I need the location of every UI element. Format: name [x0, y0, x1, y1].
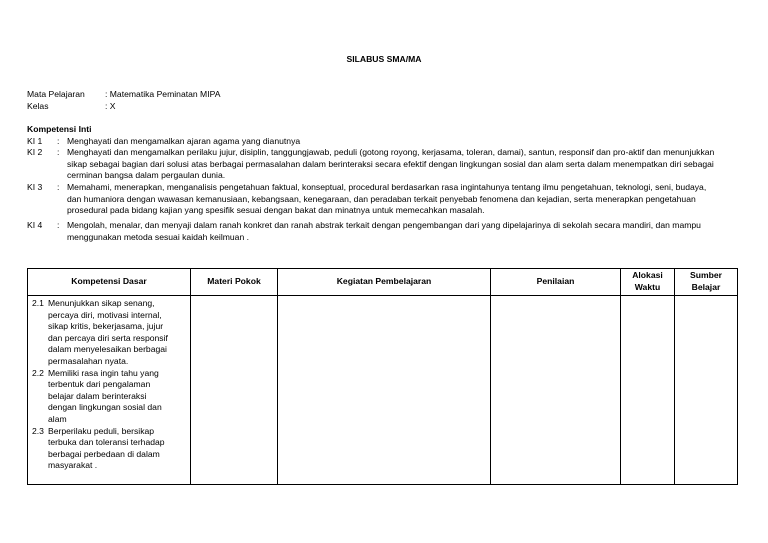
col-header-kompetensi-dasar: Kompetensi Dasar [28, 269, 191, 296]
ki-2: KI 2 : Menghayati dan mengamalkan perilaku jujur, disiplin, tanggungjawab, peduli (gotong royong, kerjasama, toleran, damai), santun, responsif dan pro-aktif dan menunjukkan sikap sebagai bagian dari solusi atas berbagai permasalahan dalam berinteraksi secara efektif dengan lingkungan sosial dan alam serta dalam menempatkan diri sebagai cerminan bangsa dalam pergaulan dunia. [27, 147, 737, 182]
meta-row-class [27, 101, 220, 113]
col-header-alokasi-waktu: Alokasi Waktu [621, 269, 675, 296]
col-header-sumber-belajar: Sumber Belajar [675, 269, 738, 296]
kd-item: 2.1 Menunjukkan sikap senang, percaya diri, motivasi internal, sikap kritis, bekerjasama, jujur dan percaya diri serta responsif dalam menyelesaikan berbagai permasalahan nyata. [32, 298, 168, 366]
kegiatan-cell [278, 296, 491, 485]
sumber-belajar-cell [675, 296, 738, 485]
kd-number: 2.2 [32, 367, 44, 378]
core-competency-heading: Kompetensi Inti [27, 124, 92, 134]
ki-1: KI 1 : Menghayati dan mengamalkan ajaran agama yang dianutnya [27, 136, 737, 148]
table-row [28, 296, 738, 485]
kd-item: 2.2 Memiliki rasa ingin tahu yang terbentuk dari pengalaman belajar dalam berinteraksi dengan lingkungan sosial dan alam [32, 367, 162, 424]
penilaian-cell [491, 296, 621, 485]
col-header-materi-pokok: Materi Pokok [191, 269, 278, 296]
meta-row-subject [27, 89, 220, 101]
kd-item: 2.3 Berperilaku peduli, bersikap terbuka dan toleransi terhadap berbagai perbedaan di dalam masyarakat . [32, 425, 165, 471]
alokasi-waktu-cell [621, 296, 675, 485]
ki-code: KI 4 [27, 220, 43, 230]
document-title: SILABUS SMA/MA [346, 54, 422, 64]
col-header-kegiatan: Kegiatan Pembelajaran [278, 269, 491, 296]
ki-code: KI 1 [27, 135, 43, 146]
ki-code: KI 3 [27, 182, 43, 192]
ki-text-line: menggunakan metoda sesuai kaidah keilmuan . [67, 231, 250, 242]
meta-label: Mata Pelajaran [27, 89, 85, 99]
ki-text-line: Mengolah, menalar, dan menyaji dalam ranah konkret dan ranah abstrak terkait dengan pengembangan dari yang dipelajarinya di sekolah secara mandiri, dan mampu [67, 220, 701, 230]
ki-3: KI 3 : Memahami, menerapkan, menganalisis pengetahuan faktual, konseptual, procedural berdasarkan rasa ingintahunya tentang ilmu pengetahuan, teknologi, seni, budaya, dan humaniora dengan wawasan kemanusiaan, kebangsaan, kenegaraan, dan peradaban terkait penyebab fenomena dan kejadian, serta menerapkan pengetahuan prosedural pada bidang kajian yang spesifik sesuai dengan bakat dan minatnya untuk memecahkan masalah. [27, 182, 737, 217]
meta-value: : X [105, 100, 116, 111]
ki-text-line: Menghayati dan mengamalkan ajaran agama yang dianutnya [67, 135, 301, 146]
kompetensi-dasar-cell [28, 296, 191, 485]
syllabus-table [27, 268, 738, 485]
materi-pokok-cell [191, 296, 278, 485]
kd-number: 2.3 [32, 425, 44, 436]
table-header-row [28, 269, 738, 296]
col-header-penilaian: Penilaian [491, 269, 621, 296]
ki-text-line: sikap sebagai bagian dari solusi atas berbagai permasalahan dalam berinteraksi secara efektif dengan lingkungan sosial dan alam serta dalam menempatkan diri sebagai [67, 158, 714, 169]
meta-label: Kelas [27, 100, 49, 111]
subject-info [27, 89, 220, 112]
ki-text-line: prosedural pada bidang kajian yang spesifik sesuai dengan bakat dan minatnya untuk memecahkan masalah. [67, 205, 485, 216]
kd-number: 2.1 [32, 298, 44, 308]
meta-value: : Matematika Peminatan MIPA [105, 89, 221, 99]
ki-code: KI 2 [27, 147, 43, 158]
ki-text-line: Memahami, menerapkan, menganalisis pengetahuan faktual, konseptual, procedural berdasarkan rasa ingintahunya tentang ilmu pengetahuan, teknologi, seni, budaya, [67, 182, 707, 192]
ki-text-line: dan humaniora dengan wawasan kemanusiaan, kebangsaan, kenegaraan, dan peradaban terkait penyebab fenomena dan kejadian, serta menerapkan pengetahuan [67, 193, 696, 204]
ki-4: KI 4 : Mengolah, menalar, dan menyaji dalam ranah konkret dan ranah abstrak terkait dengan pengembangan dari yang dipelajarinya di sekolah secara mandiri, dan mampu menggunakan metoda sesuai kaidah keilmuan . [27, 220, 737, 243]
ki-text-line: Menghayati dan mengamalkan perilaku jujur, disiplin, tanggungjawab, peduli (gotong royong, kerjasama, toleran, damai), santun, responsif dan pro-aktif dan menunjukkan [67, 147, 715, 158]
ki-text-line: cerminan bangsa dalam pergaulan dunia. [67, 170, 226, 181]
